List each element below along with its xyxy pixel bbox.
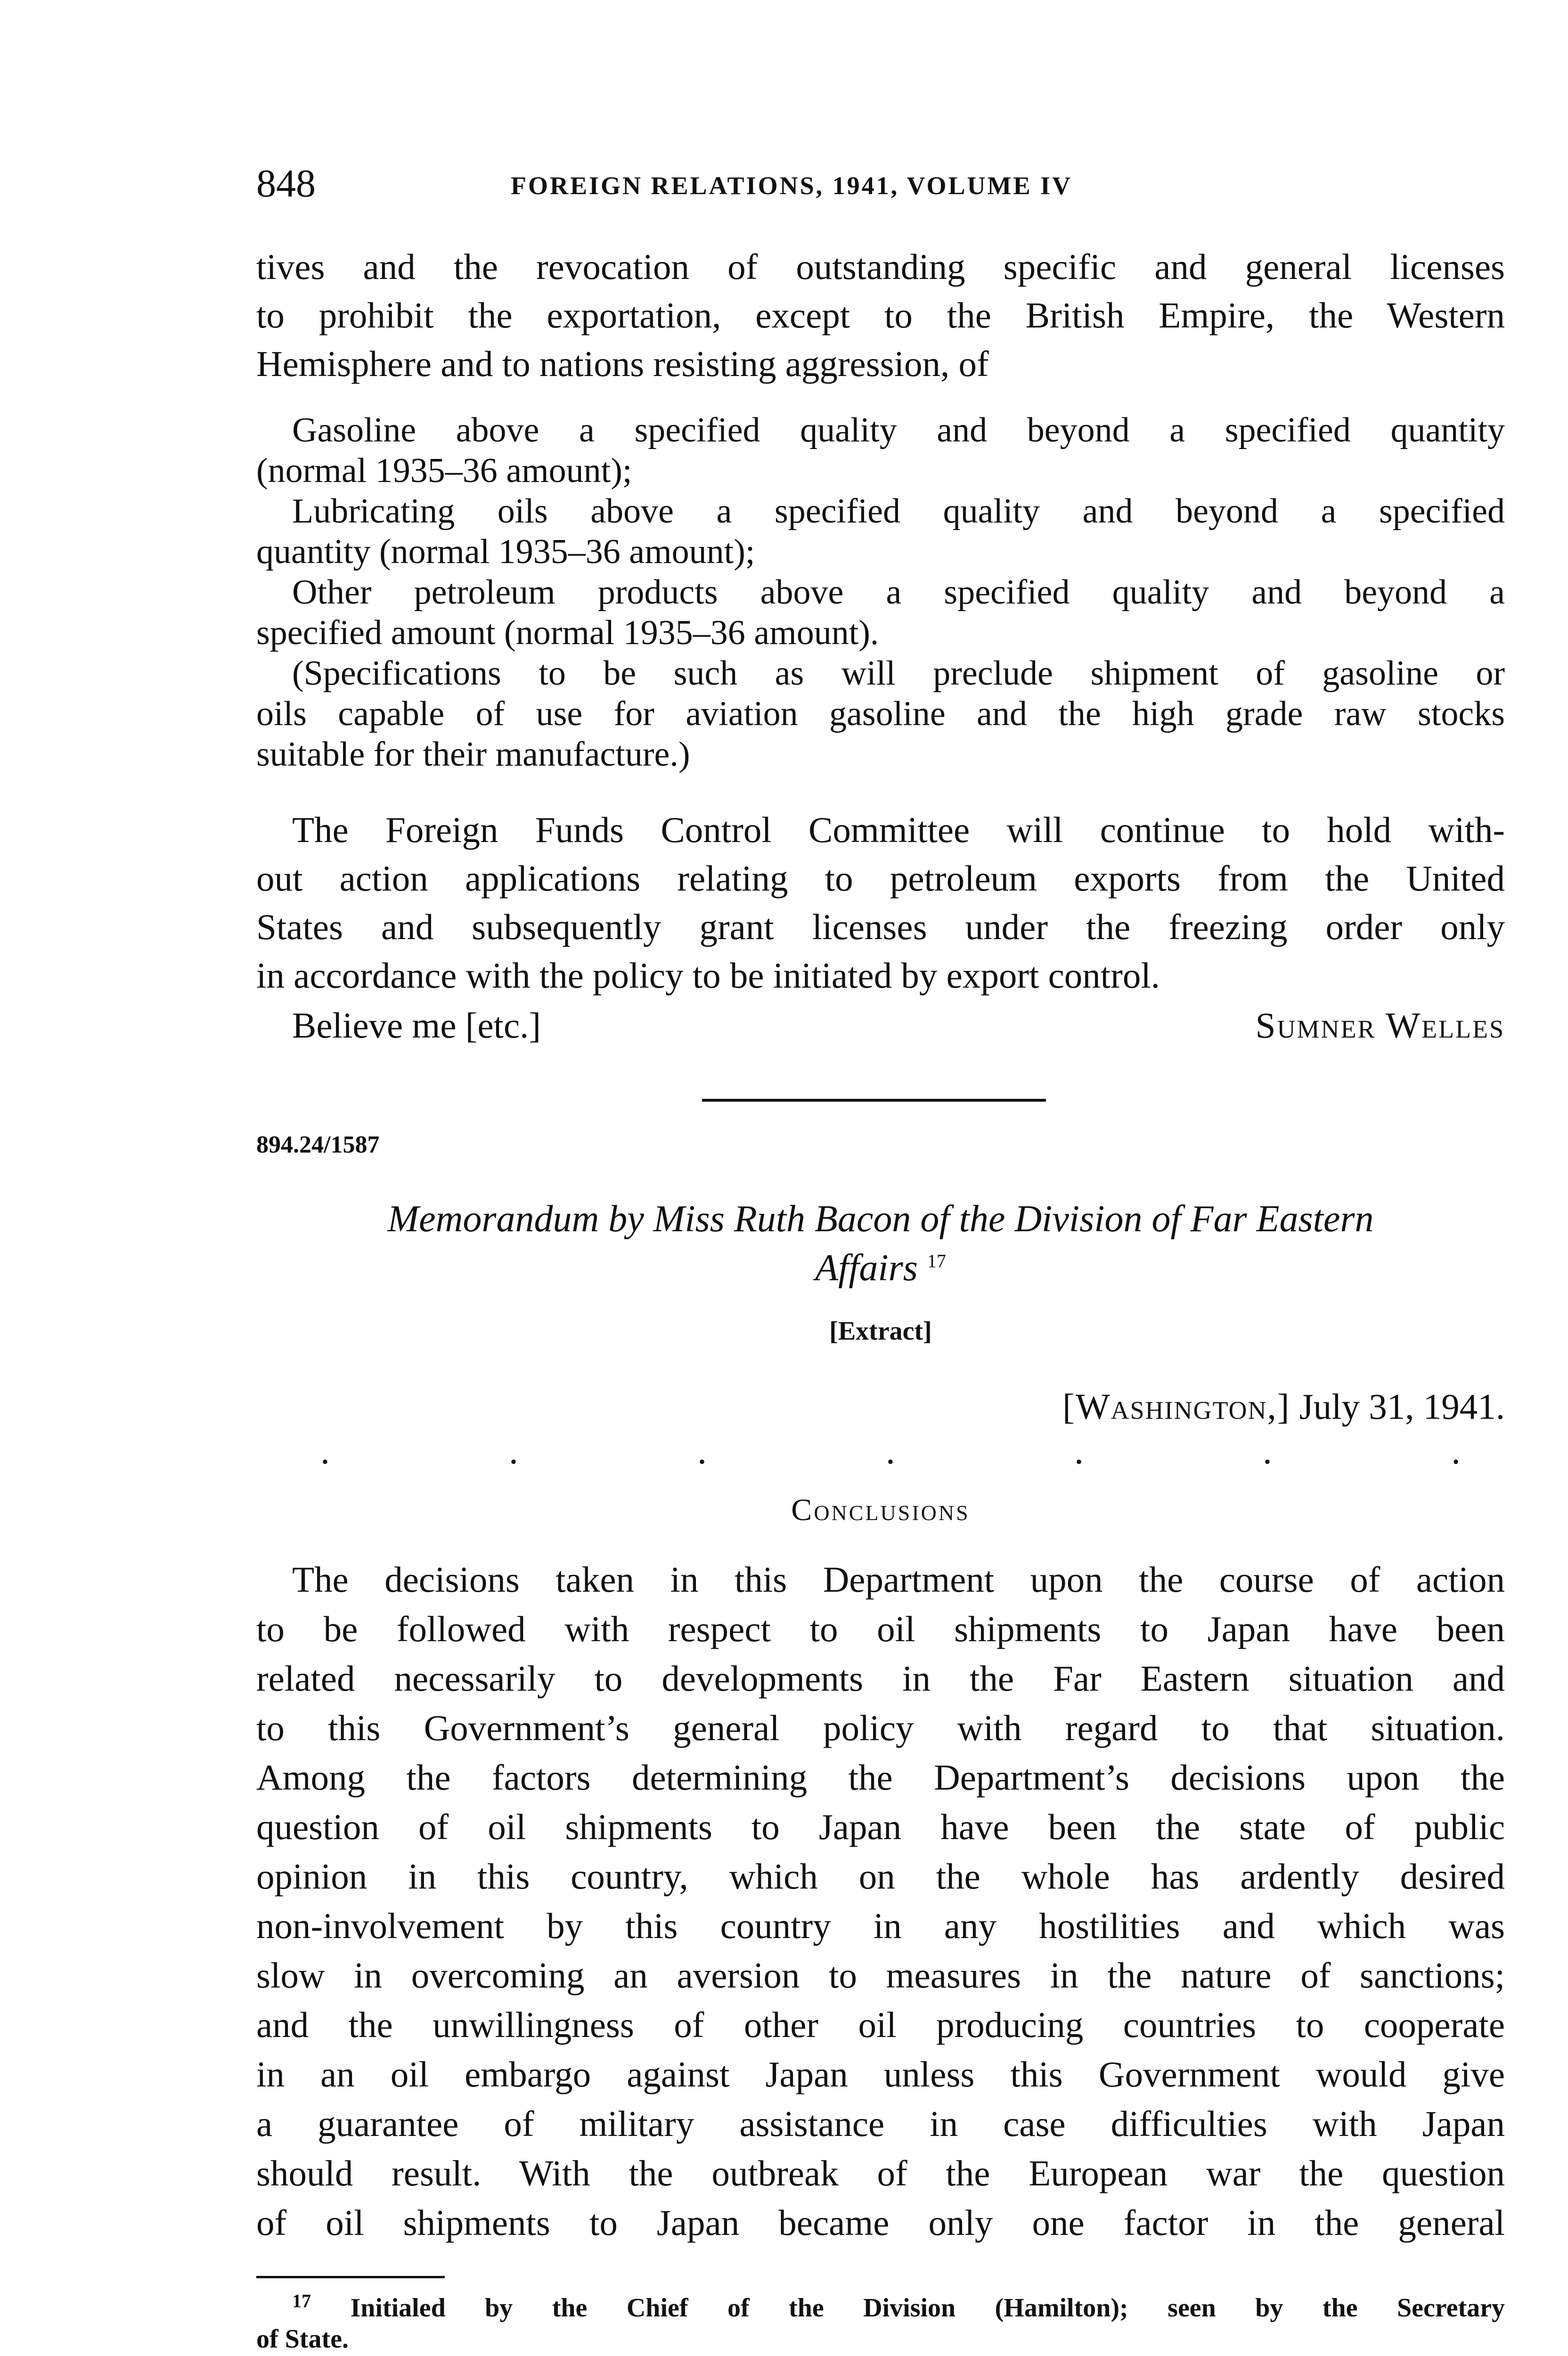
list-item-specifications	[256, 653, 1505, 775]
footnote	[256, 2292, 1505, 2355]
text-line: question of oil shipments to Japan have been the state of public	[256, 1807, 1505, 1847]
text-line: related necessarily to developments in the Far Eastern situation and	[256, 1658, 1505, 1699]
text-line: tives and the revocation of outstanding specific and general licenses	[256, 246, 1505, 287]
memorandum-title	[256, 1194, 1505, 1293]
section-heading: Conclusions	[791, 1493, 970, 1527]
list-item-other-petroleum	[256, 572, 1505, 653]
footnote-text: Initialed by the Chief of the Division (Hamilton); seen by the Secretary	[350, 2293, 1505, 2323]
extract-label: [Extract]	[829, 1317, 932, 1346]
conclusions-paragraph	[256, 1555, 1505, 2248]
list-item-lubricating-oils	[256, 491, 1505, 572]
footnote-line: of State.	[256, 2324, 349, 2354]
text-line: in accordance with the policy to be initiated by export control.	[256, 955, 1160, 996]
text-line: Other petroleum products above a specified quality and beyond a	[292, 573, 1505, 612]
page-header	[256, 163, 1510, 205]
text-line: slow in overcoming an aversion to measures in the nature of sanctions;	[256, 1955, 1505, 1996]
text-line: (Specifications to be such as will preclude shipment of gasoline or	[292, 654, 1505, 693]
text-line: quantity (normal 1935–36 amount);	[256, 532, 755, 571]
text-line: to prohibit the exportation, except to the British Empire, the Western	[256, 295, 1505, 335]
funds-paragraph	[256, 806, 1505, 1000]
title-line-2	[256, 1243, 1505, 1293]
ellipsis-dot: .	[886, 1431, 895, 1472]
dateline-place: [Washington,]	[1062, 1386, 1290, 1427]
text-line: Gasoline above a specified quality and beyond a specified quantity	[292, 411, 1505, 450]
text-line: (normal 1935–36 amount);	[256, 451, 632, 490]
complimentary-close: Believe me [etc.]	[292, 1005, 541, 1046]
list-item-gasoline	[256, 410, 1505, 491]
footnote-line	[256, 2292, 1505, 2323]
dateline	[256, 1383, 1505, 1430]
page-number: 848	[256, 162, 316, 205]
text-line: opinion in this country, which on the whole has ardently desired	[256, 1856, 1505, 1897]
product-list	[256, 410, 1505, 775]
footnote-divider	[256, 2276, 445, 2278]
title-line: Memorandum by Miss Ruth Bacon of the Division of Far Eastern	[387, 1198, 1374, 1240]
letter-continuation	[256, 243, 1505, 388]
signature: Sumner Welles	[1255, 1005, 1505, 1046]
text-line: Hemisphere and to nations resisting aggression, of	[256, 344, 989, 384]
ellipsis-dot: .	[320, 1431, 330, 1472]
text-line: to this Government’s general policy with regard to that situation.	[256, 1708, 1505, 1748]
text-line: out action applications relating to petroleum exports from the United	[256, 858, 1505, 899]
ellipsis-dot: .	[1263, 1431, 1272, 1472]
title-line: Affairs	[815, 1247, 918, 1289]
ellipsis-dot: .	[1074, 1431, 1084, 1472]
section-divider	[702, 1099, 1046, 1102]
text-line: Lubricating oils above a specified quality and beyond a specified	[292, 492, 1505, 531]
text-line: in an oil embargo against Japan unless this Government would give	[256, 2054, 1505, 2094]
text-line: The decisions taken in this Department upon the course of action	[292, 1559, 1505, 1600]
text-line: States and subsequently grant licenses under the freezing order only	[256, 907, 1505, 947]
footnote-reference: 17	[927, 1250, 946, 1272]
text-line: and the unwillingness of other oil producing countries to cooperate	[256, 2004, 1505, 2045]
dateline-date: July 31, 1941.	[1299, 1386, 1505, 1427]
text-line: The Foreign Funds Control Committee will continue to hold with-	[292, 810, 1505, 850]
closing-line	[256, 1001, 1505, 1050]
text-line: a guarantee of military assistance in case difficulties with Japan	[256, 2103, 1505, 2144]
text-line: to be followed with respect to oil shipments to Japan have been	[256, 1609, 1505, 1649]
ellipsis-dot: .	[697, 1431, 707, 1472]
text-line: suitable for their manufacture.)	[256, 735, 690, 774]
text-line: Among the factors determining the Department’s decisions upon the	[256, 1757, 1505, 1798]
text-line: non-involvement by this country in any hostilities and which was	[256, 1906, 1505, 1946]
text-line: of oil shipments to Japan became only one factor in the general	[256, 2202, 1505, 2243]
file-number: 894.24/1587	[256, 1131, 380, 1158]
running-head: FOREIGN RELATIONS, 1941, VOLUME IV	[511, 172, 1073, 200]
footnote-marker: 17	[292, 2290, 311, 2312]
text-line: oils capable of use for aviation gasoline and the high grade raw stocks	[256, 695, 1505, 733]
text-line: should result. With the outbreak of the European war the question	[256, 2153, 1505, 2193]
ellipsis-dot: .	[1451, 1431, 1461, 1472]
text-line: specified amount (normal 1935–36 amount).	[256, 614, 879, 652]
ellipsis-dot: .	[509, 1431, 518, 1472]
omission-ellipsis	[320, 1431, 1461, 1472]
